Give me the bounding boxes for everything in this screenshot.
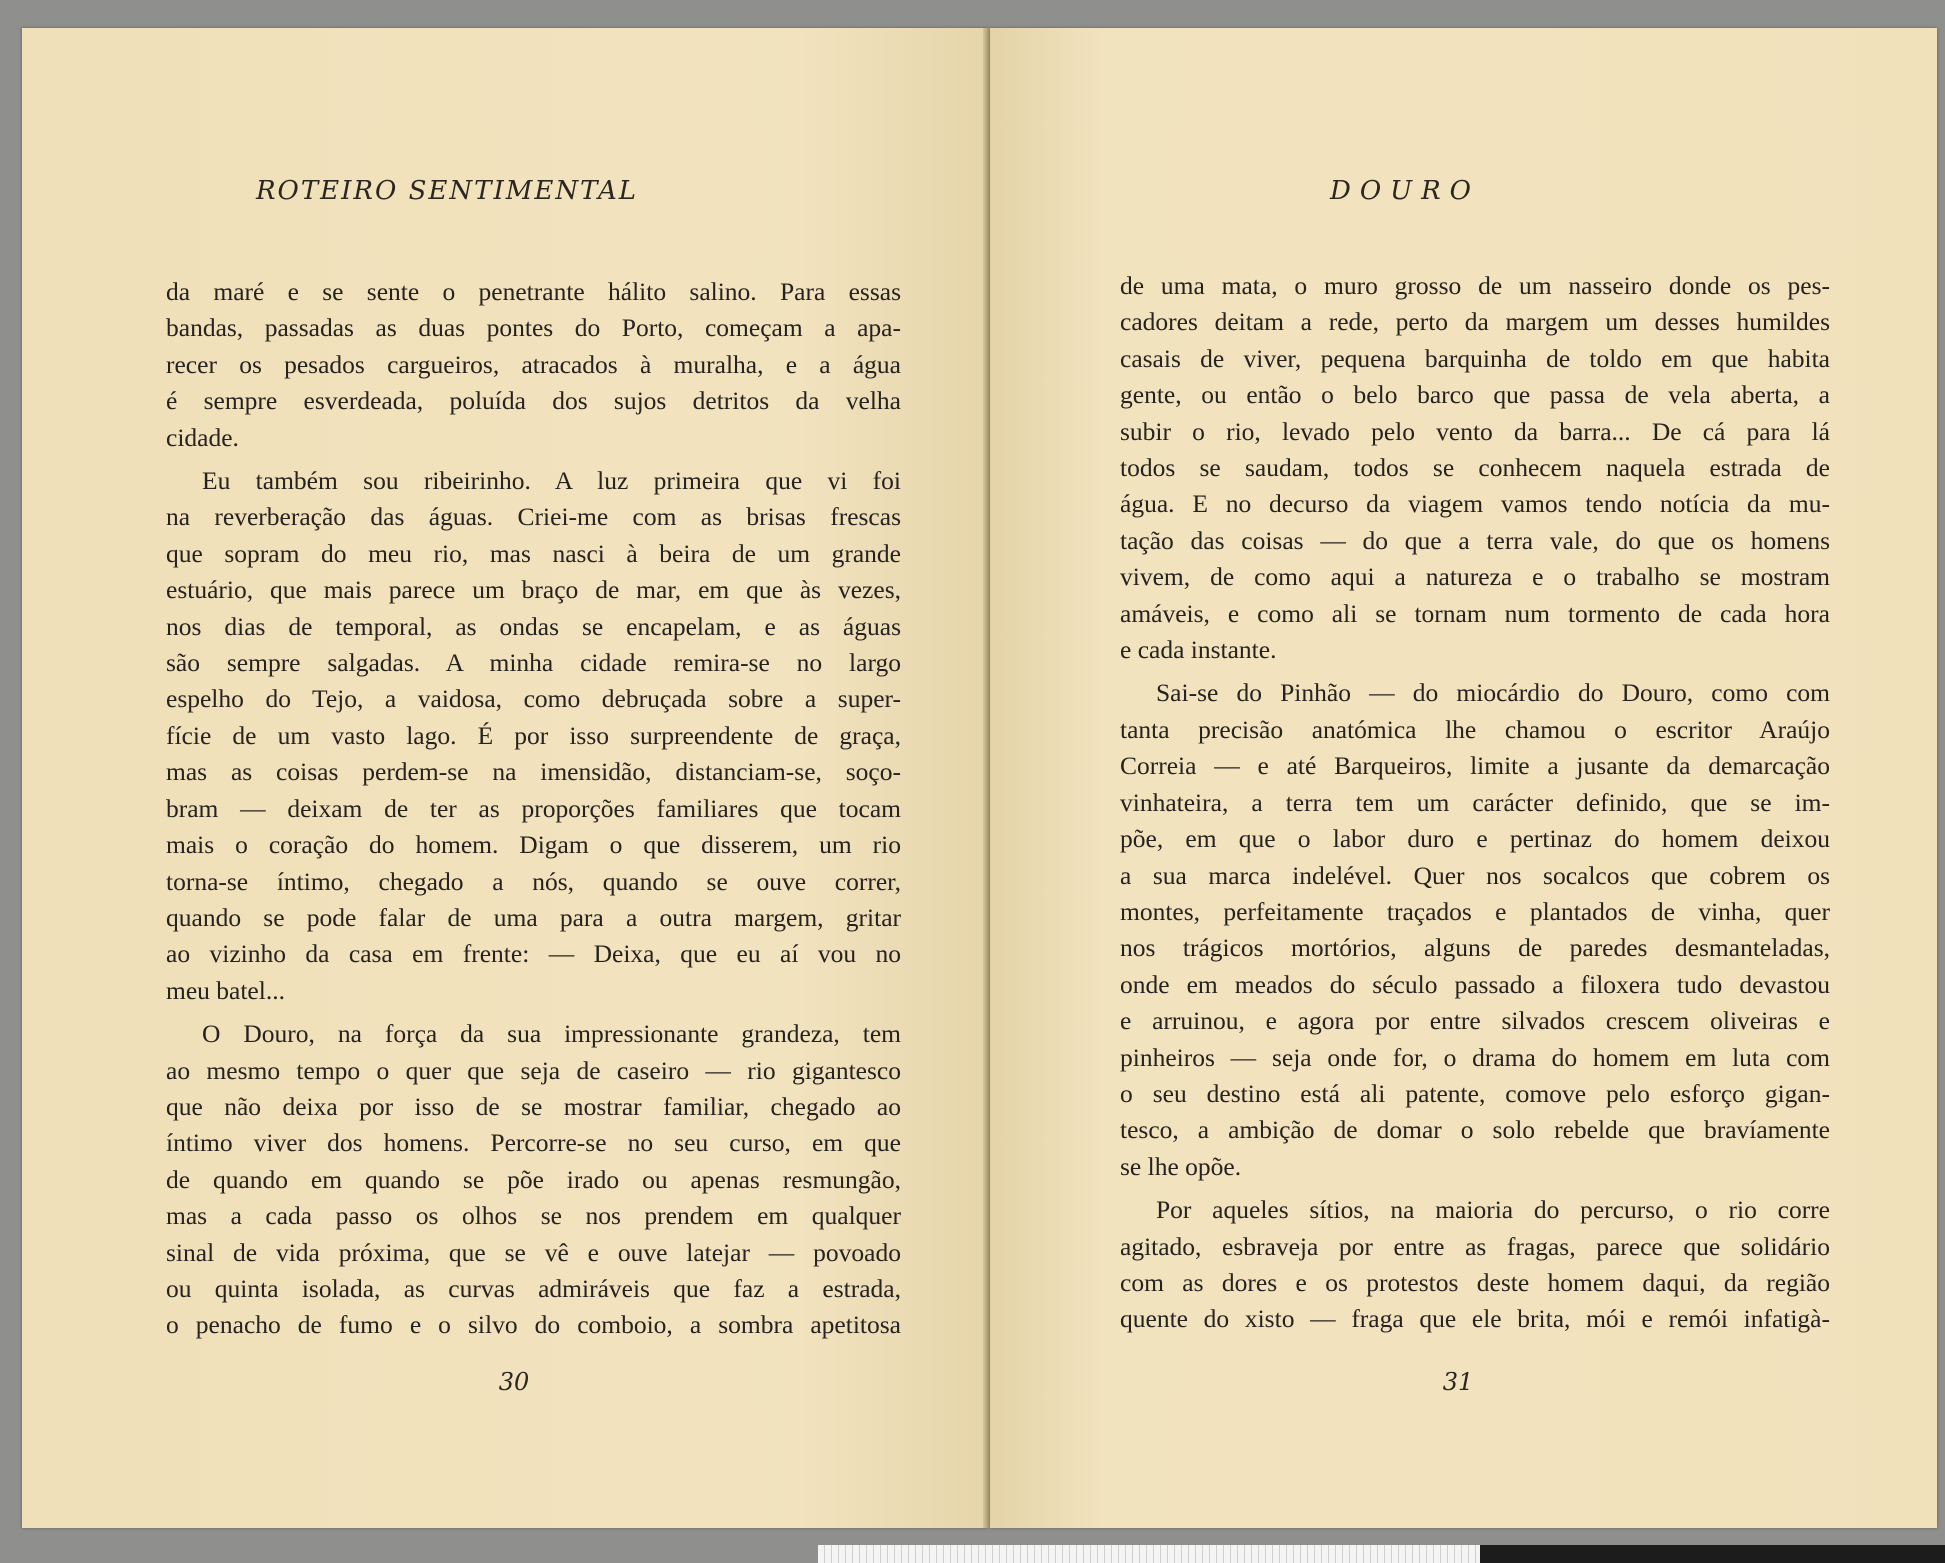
text-line: montes, perfeitamente traçados e plantados de vinha, quer (1120, 896, 1830, 926)
text-line: espelho do Tejo, a vaidosa, como debruçada sobre a super- (166, 684, 901, 714)
text-line: pinheiros — seja onde for, o drama do homem em luta com (1120, 1042, 1830, 1072)
text-line: cidade. (166, 422, 239, 452)
text-line: ao vizinho da casa em frente: — Deixa, que eu aí vou no (166, 939, 901, 969)
right-page (990, 28, 1937, 1528)
text-line: subir o rio, levado pelo vento da barra... De cá para lá (1120, 416, 1830, 446)
text-line: todos se saudam, todos se conhecem naquela estrada de (1120, 453, 1830, 483)
text-line: vivem, de como aqui a natureza e o trabalho se mostram (1120, 562, 1830, 592)
text-line: fície de um vasto lago. É por isso surpreendente de graça, (166, 720, 901, 750)
text-line: com as dores e os protestos deste homem daqui, da região (1120, 1267, 1830, 1297)
book-spread (22, 28, 1937, 1528)
text-line: recer os pesados cargueiros, atracados à muralha, e a água (166, 349, 901, 379)
text-line: Sai-se do Pinhão — do miocárdio do Douro, como com (1156, 678, 1830, 708)
scale-ruler-dark-segment (1480, 1545, 1945, 1563)
left-page-body (166, 274, 901, 1344)
page-number-left: 30 (498, 1368, 530, 1396)
text-line: bandas, passadas as duas pontes do Porto, começam a apa- (166, 313, 901, 343)
text-line: nos trágicos mortórios, alguns de paredes desmanteladas, (1120, 933, 1830, 963)
text-line: onde em meados do século passado a filoxera tudo devastou (1120, 969, 1830, 999)
right-page-body (1120, 268, 1830, 1338)
text-line: quente do xisto — fraga que ele brita, mói e remói infatigà- (1120, 1304, 1830, 1334)
text-line: ao mesmo tempo o quer que seja de caseiro — rio gigantesco (166, 1055, 901, 1085)
text-line: Por aqueles sítios, na maioria do percurso, o rio corre (1156, 1195, 1830, 1225)
text-line: tação das coisas — do que a terra vale, do que os homens (1120, 525, 1830, 555)
running-head-right: DOURO (1330, 176, 1480, 206)
text-line: agitado, esbraveja por entre as fragas, parece que solidário (1120, 1231, 1830, 1261)
text-line: mas as coisas perdem-se na imensidão, distanciam-se, soço- (166, 757, 901, 787)
text-line: o seu destino está ali patente, comove pelo esforço gigan- (1120, 1078, 1830, 1108)
text-line: põe, em que o labor duro e pertinaz do homem deixou (1120, 824, 1830, 854)
text-line: amáveis, e como ali se tornam num tormento de cada hora (1120, 598, 1830, 628)
running-head-left: ROTEIRO SENTIMENTAL (255, 176, 639, 206)
text-line: que sopram do meu rio, mas nasci à beira de um grande (166, 538, 901, 568)
text-line: tanta precisão anatómica lhe chamou o escritor Araújo (1120, 714, 1830, 744)
left-page (22, 28, 988, 1528)
text-line: sinal de vida próxima, que se vê e ouve latejar — povoado (166, 1237, 901, 1267)
page-number-right: 31 (1442, 1368, 1474, 1396)
text-line: gente, ou então o belo barco que passa de vela aberta, a (1120, 380, 1830, 410)
text-line: Correia — e até Barqueiros, limite a jusante da demarcação (1120, 751, 1830, 781)
text-line: nos dias de temporal, as ondas se encapelam, e as águas (166, 611, 901, 641)
text-line: e arruinou, e agora por entre silvados crescem oliveiras e (1120, 1006, 1830, 1036)
text-line: na reverberação das águas. Criei-me com as brisas frescas (166, 502, 901, 532)
text-line: de uma mata, o muro grosso de um nasseiro donde os pes- (1120, 271, 1830, 300)
text-line: de quando em quando se põe irado ou apenas resmungão, (166, 1164, 901, 1194)
text-line: íntimo viver dos homens. Percorre-se no seu curso, em que (166, 1128, 901, 1158)
text-line: casais de viver, pequena barquinha de toldo em que habita (1120, 343, 1830, 373)
text-line: é sempre esverdeada, poluída dos sujos detritos da velha (166, 386, 901, 416)
text-line: torna-se íntimo, chegado a nós, quando se ouve correr, (166, 866, 901, 896)
text-line: e cada instante. (1120, 635, 1277, 665)
text-line: água. E no decurso da viagem vamos tendo notícia da mu- (1120, 489, 1830, 519)
text-line: estuário, que mais parece um braço de mar, em que às vezes, (166, 575, 901, 605)
text-line: a sua marca indelével. Quer nos socalcos que cobrem os (1120, 860, 1830, 890)
text-line: tesco, a ambição de domar o solo rebelde que bravíamente (1120, 1115, 1830, 1145)
text-line: vinhateira, a terra tem um carácter definido, que se im- (1120, 787, 1830, 817)
text-line: são sempre salgadas. A minha cidade remira-se no largo (166, 648, 901, 678)
text-line: cadores deitam a rede, perto da margem um desses humildes (1120, 307, 1830, 337)
text-line: Eu também sou ribeirinho. A luz primeira que vi foi (202, 466, 901, 496)
text-line: bram — deixam de ter as proporções familiares que tocam (166, 793, 901, 823)
text-line: que não deixa por isso de se mostrar familiar, chegado ao (166, 1091, 901, 1121)
text-line: mas a cada passo os olhos se nos prendem em qualquer (166, 1201, 901, 1231)
text-line: O Douro, na força da sua impressionante grandeza, tem (202, 1019, 901, 1049)
text-line: meu batel... (166, 975, 285, 1005)
text-line: ou quinta isolada, as curvas admiráveis que faz a estrada, (166, 1273, 901, 1303)
text-line: mais o coração do homem. Digam o que disserem, um rio (166, 830, 901, 860)
text-line: se lhe opõe. (1120, 1151, 1242, 1181)
text-line: da maré e se sente o penetrante hálito salino. Para essas (166, 277, 901, 306)
text-line: quando se pode falar de uma para a outra margem, gritar (166, 902, 901, 932)
text-line: o penacho de fumo e o silvo do comboio, a sombra apetitosa (166, 1310, 901, 1340)
